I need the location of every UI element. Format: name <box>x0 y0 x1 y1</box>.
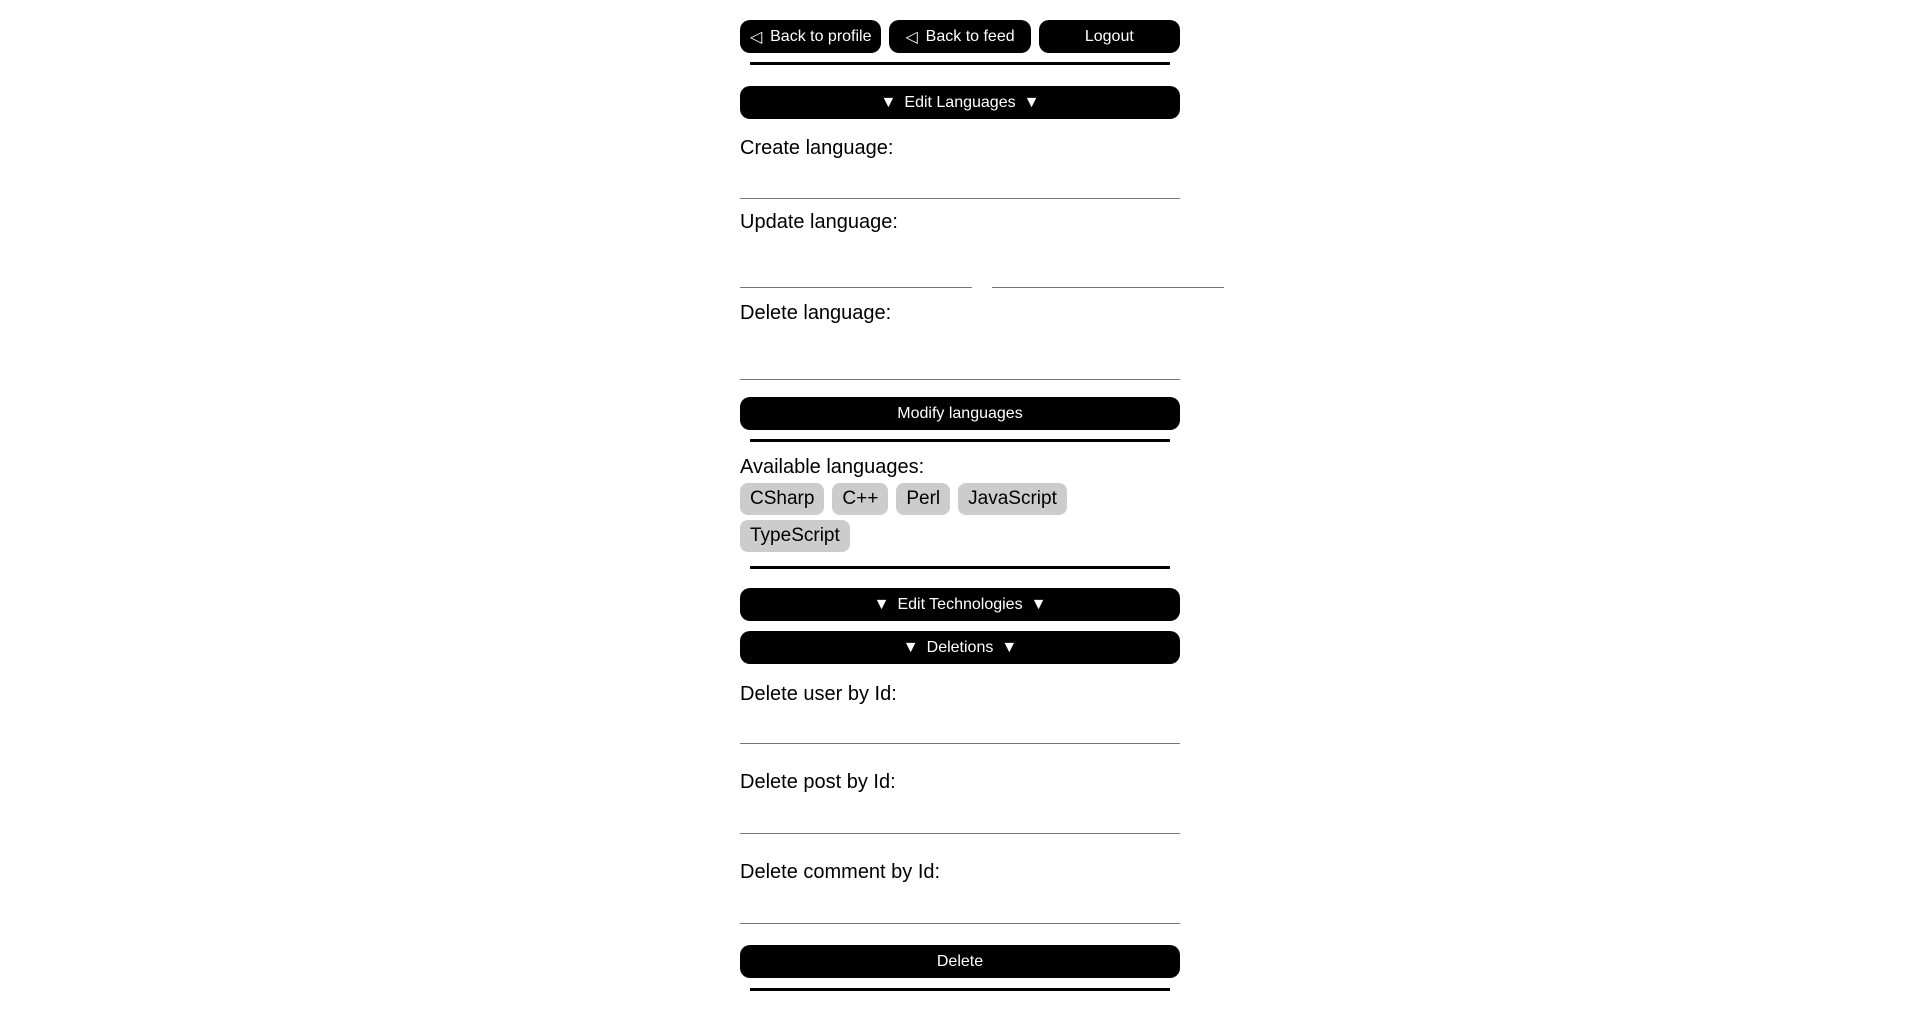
language-tag: C++ <box>832 483 888 515</box>
delete-language-label: Delete language: <box>740 302 892 324</box>
triangle-down-icon: ▼ <box>1001 638 1018 656</box>
back-to-profile-button[interactable] <box>740 20 881 53</box>
available-languages-list <box>740 483 1180 557</box>
delete-language-input[interactable] <box>740 341 1180 380</box>
delete-user-id-input[interactable] <box>740 706 1180 744</box>
language-tag: TypeScript <box>740 520 850 552</box>
delete-button[interactable] <box>740 945 1180 978</box>
logout-button[interactable] <box>1039 20 1180 53</box>
update-language-label: Update language: <box>740 211 898 233</box>
divider <box>750 988 1170 991</box>
logout-label: Logout <box>1084 27 1134 45</box>
language-tag: JavaScript <box>958 483 1067 515</box>
available-languages-label: Available languages: <box>740 456 925 478</box>
modify-languages-label: Modify languages <box>897 404 1023 422</box>
delete-comment-id-input[interactable] <box>740 884 1180 924</box>
triangle-down-icon: ▼ <box>1030 595 1047 613</box>
back-to-profile-label: Back to profile <box>770 27 872 45</box>
delete-user-label: Delete user by Id: <box>740 683 897 705</box>
triangle-left-icon: ◁ <box>749 28 763 46</box>
create-language-label: Create language: <box>740 137 894 159</box>
deletions-toggle[interactable] <box>740 631 1180 664</box>
delete-comment-label: Delete comment by Id: <box>740 861 941 883</box>
divider <box>750 439 1170 442</box>
edit-technologies-toggle-label: Edit Technologies <box>897 595 1023 613</box>
modify-languages-button[interactable] <box>740 397 1180 430</box>
create-language-input[interactable] <box>740 160 1180 199</box>
language-tag: CSharp <box>740 483 824 515</box>
edit-languages-toggle[interactable] <box>740 86 1180 119</box>
top-toolbar <box>740 20 1180 53</box>
update-language-new-input[interactable] <box>992 249 1224 288</box>
update-language-old-input[interactable] <box>740 249 972 288</box>
back-to-feed-button[interactable] <box>889 20 1030 53</box>
update-language-inputs <box>740 249 1180 288</box>
edit-technologies-toggle[interactable] <box>740 588 1180 621</box>
delete-post-label: Delete post by Id: <box>740 771 896 793</box>
deletions-toggle-label: Deletions <box>926 638 994 656</box>
triangle-left-icon: ◁ <box>905 28 918 46</box>
divider <box>750 566 1170 569</box>
delete-post-id-input[interactable] <box>740 794 1180 834</box>
triangle-down-icon: ▼ <box>1023 93 1040 111</box>
language-tag: Perl <box>896 483 950 515</box>
divider <box>750 62 1170 65</box>
triangle-down-icon: ▼ <box>880 93 897 111</box>
triangle-down-icon: ▼ <box>902 638 919 656</box>
admin-panel <box>740 0 1180 991</box>
delete-button-label: Delete <box>936 952 984 970</box>
edit-languages-toggle-label: Edit Languages <box>904 93 1016 111</box>
back-to-feed-label: Back to feed <box>925 27 1015 45</box>
triangle-down-icon: ▼ <box>873 595 890 613</box>
